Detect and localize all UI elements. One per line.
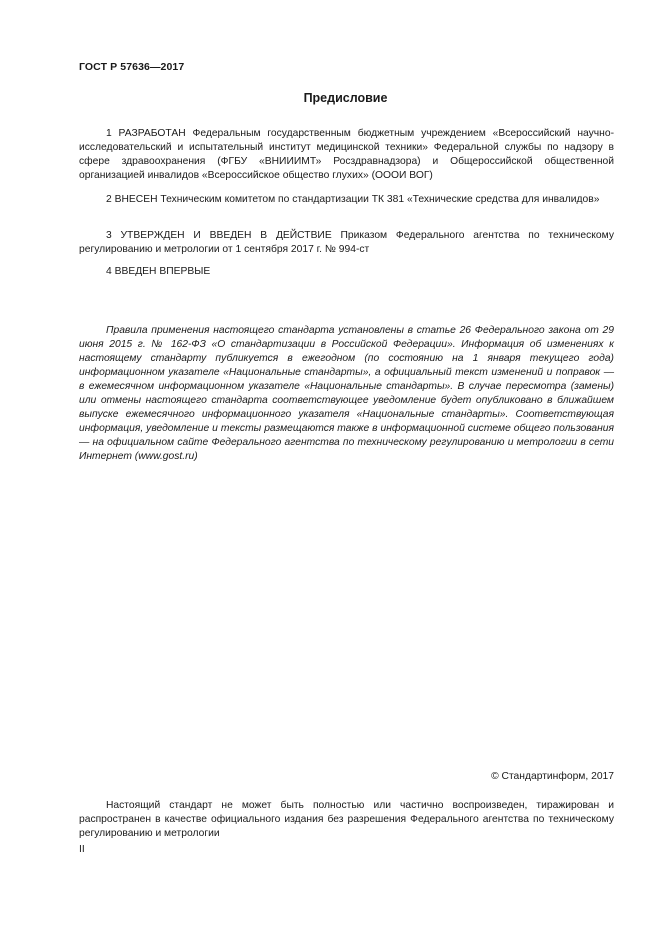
foreword-paragraph-1: 1 РАЗРАБОТАН Федеральным государственным бюджетным учреждением «Всероссийский научно-исследовательский и испытательный институт медицинской техники» Федеральной службы по надзору в сфере здравоохранения (ФГБУ «ВНИИИМТ» Росздравнадзора) и Общероссийской общественной организацией инвалидов «Всероссийское общество глухих» (ОООИ ВОГ) bbox=[79, 128, 614, 181]
copyright-notice: © Стандартинформ, 2017 bbox=[491, 771, 614, 782]
page-title: Предисловие bbox=[303, 91, 388, 105]
foreword-paragraph-4: 4 ВВЕДЕН ВПЕРВЫЕ bbox=[106, 266, 211, 277]
foreword-paragraph-3: 3 УТВЕРЖДЕН И ВВЕДЕН В ДЕЙСТВИЕ Приказом Федерального агентства по техническому регулированию и метрологии от 1 сентября 2017 г. № 994-ст bbox=[79, 230, 614, 255]
foreword-paragraph-2: 2 ВНЕСЕН Техническим комитетом по стандартизации ТК 381 «Технические средства для инвалидов» bbox=[106, 194, 600, 205]
rules-of-application-text: Правила применения настоящего стандарта установлены в статье 26 Федерального закона от 29 июня 2015 г. № 162-ФЗ «О стандартизации в Российской Федерации». Информация об изменениях к настоящему стандарту публикуется в ежегодном (по состоянию на 1 января текущего года) информационном указателе «Национальные стандарты», а официальный текст изменений и поправок — в ежемесячном информационном указателе «Национальные стандарты». В случае пересмотра (замены) или отмены настоящего стандарта соответствующее уведомление будет опубликовано в ближайшем выпуске ежемесячного информационного указателя «Национальные стандарты». Соответствующая информация, уведомление и тексты размещаются также в информационной системе общего пользования — на официальном сайте Федерального агентства по техническому регулированию и метрологии в сети Интернет (www.gost.ru) bbox=[79, 325, 614, 462]
page-number: II bbox=[79, 844, 85, 855]
document-header: ГОСТ Р 57636—2017 bbox=[79, 61, 185, 73]
reproduction-notice: Настоящий стандарт не может быть полностью или частично воспроизведен, тиражирован и распространен в качестве официального издания без разрешения Федерального агентства по техническому регулированию и метрологии bbox=[79, 800, 614, 839]
